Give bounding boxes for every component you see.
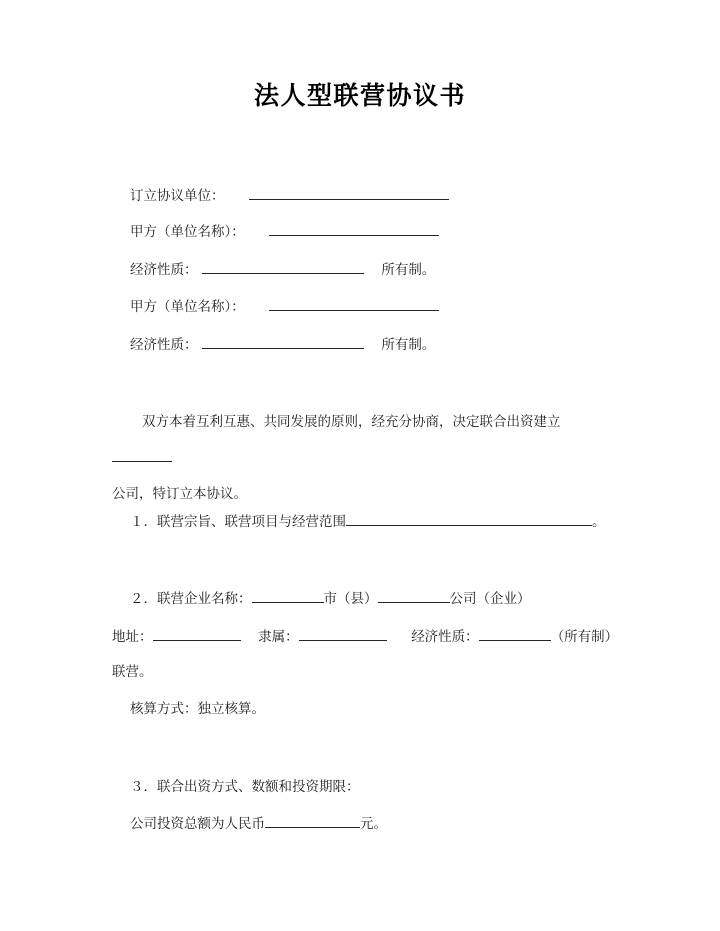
investment-amount-prefix: 公司投资总额为人民币: [130, 816, 265, 832]
blank-rule-company[interactable]: [378, 588, 450, 603]
preamble-paragraph: [112, 404, 612, 512]
preamble-text-2: 公司，特订立本协议。: [112, 486, 247, 502]
clause-2-nature-tail: （所有制）: [550, 629, 619, 645]
clause-2-address-row: [112, 626, 618, 647]
form-suffix-economic-nature-1: 所有制。: [381, 262, 436, 278]
preamble-line-2: [112, 476, 612, 512]
clause-2-accounting: [130, 699, 265, 719]
accounting-method-text: 核算方式：独立核算。: [130, 701, 265, 717]
clause-3-amount-row: [130, 813, 387, 834]
form-label-economic-nature-2: 经济性质：: [130, 337, 198, 353]
investment-amount-suffix: 元。: [360, 816, 387, 832]
clause-1: [130, 511, 606, 532]
form-label-party-a-name-1: 甲方（单位名称）：: [130, 224, 245, 240]
form-row-party-a-name-1: [130, 221, 439, 242]
clause-2-wrap-line: [112, 662, 153, 682]
form-suffix-economic-nature-2: 所有制。: [381, 337, 436, 353]
blank-rule-business-scope[interactable]: [346, 511, 592, 526]
clause-3: [130, 777, 360, 797]
blank-rule-economic-nature-2[interactable]: [202, 334, 364, 349]
clause-2-number: ２．: [130, 591, 157, 607]
blank-rule-contracting-unit[interactable]: [249, 185, 449, 200]
clause-3-number: ３．: [130, 779, 157, 795]
label-affiliation: 隶属：: [258, 629, 299, 645]
blank-rule-party-a-name-2[interactable]: [269, 296, 439, 311]
form-row-contracting-unit: [130, 185, 449, 206]
form-row-economic-nature-1: [130, 259, 435, 280]
form-label-party-a-name-2: 甲方（单位名称）：: [130, 299, 245, 315]
clause-2: [130, 588, 531, 609]
blank-rule-city[interactable]: [252, 588, 324, 603]
preamble-line-1: [112, 404, 612, 476]
blank-rule-party-a-name-1[interactable]: [269, 221, 439, 236]
clause-1-number: １．: [130, 514, 157, 530]
blank-rule-address[interactable]: [153, 626, 241, 641]
clause-2-mid-2: 公司（企业）: [449, 591, 531, 607]
preamble-text-1: 双方本着互利互惠、共同发展的原则，经充分协商，决定联合出资建立: [142, 414, 561, 430]
label-address: 地址：: [112, 629, 153, 645]
blank-rule-economic-nature-3[interactable]: [479, 626, 551, 641]
clause-1-tail: 。: [592, 514, 606, 530]
page-title: 法人型联营协议书: [253, 81, 466, 110]
blank-rule-affiliation[interactable]: [299, 626, 387, 641]
clause-2-mid-1: 市（县）: [323, 591, 378, 607]
clause-3-text: 联合出资方式、数额和投资期限：: [157, 779, 360, 795]
blank-rule-company-name[interactable]: [112, 447, 172, 462]
clause-2-text: 联营企业名称：: [157, 591, 252, 607]
blank-rule-economic-nature-1[interactable]: [202, 259, 364, 274]
label-economic-nature-3: 经济性质：: [411, 629, 479, 645]
form-label-contracting-unit: 订立协议单位：: [130, 188, 225, 204]
clause-1-text: 联营宗旨、联营项目与经营范围: [157, 514, 346, 530]
form-row-party-a-name-2: [130, 296, 439, 317]
blank-rule-investment-amount[interactable]: [265, 813, 360, 828]
clause-2-wrap-text: 联营。: [112, 664, 153, 680]
form-row-economic-nature-2: [130, 334, 435, 355]
form-label-economic-nature-1: 经济性质：: [130, 262, 198, 278]
